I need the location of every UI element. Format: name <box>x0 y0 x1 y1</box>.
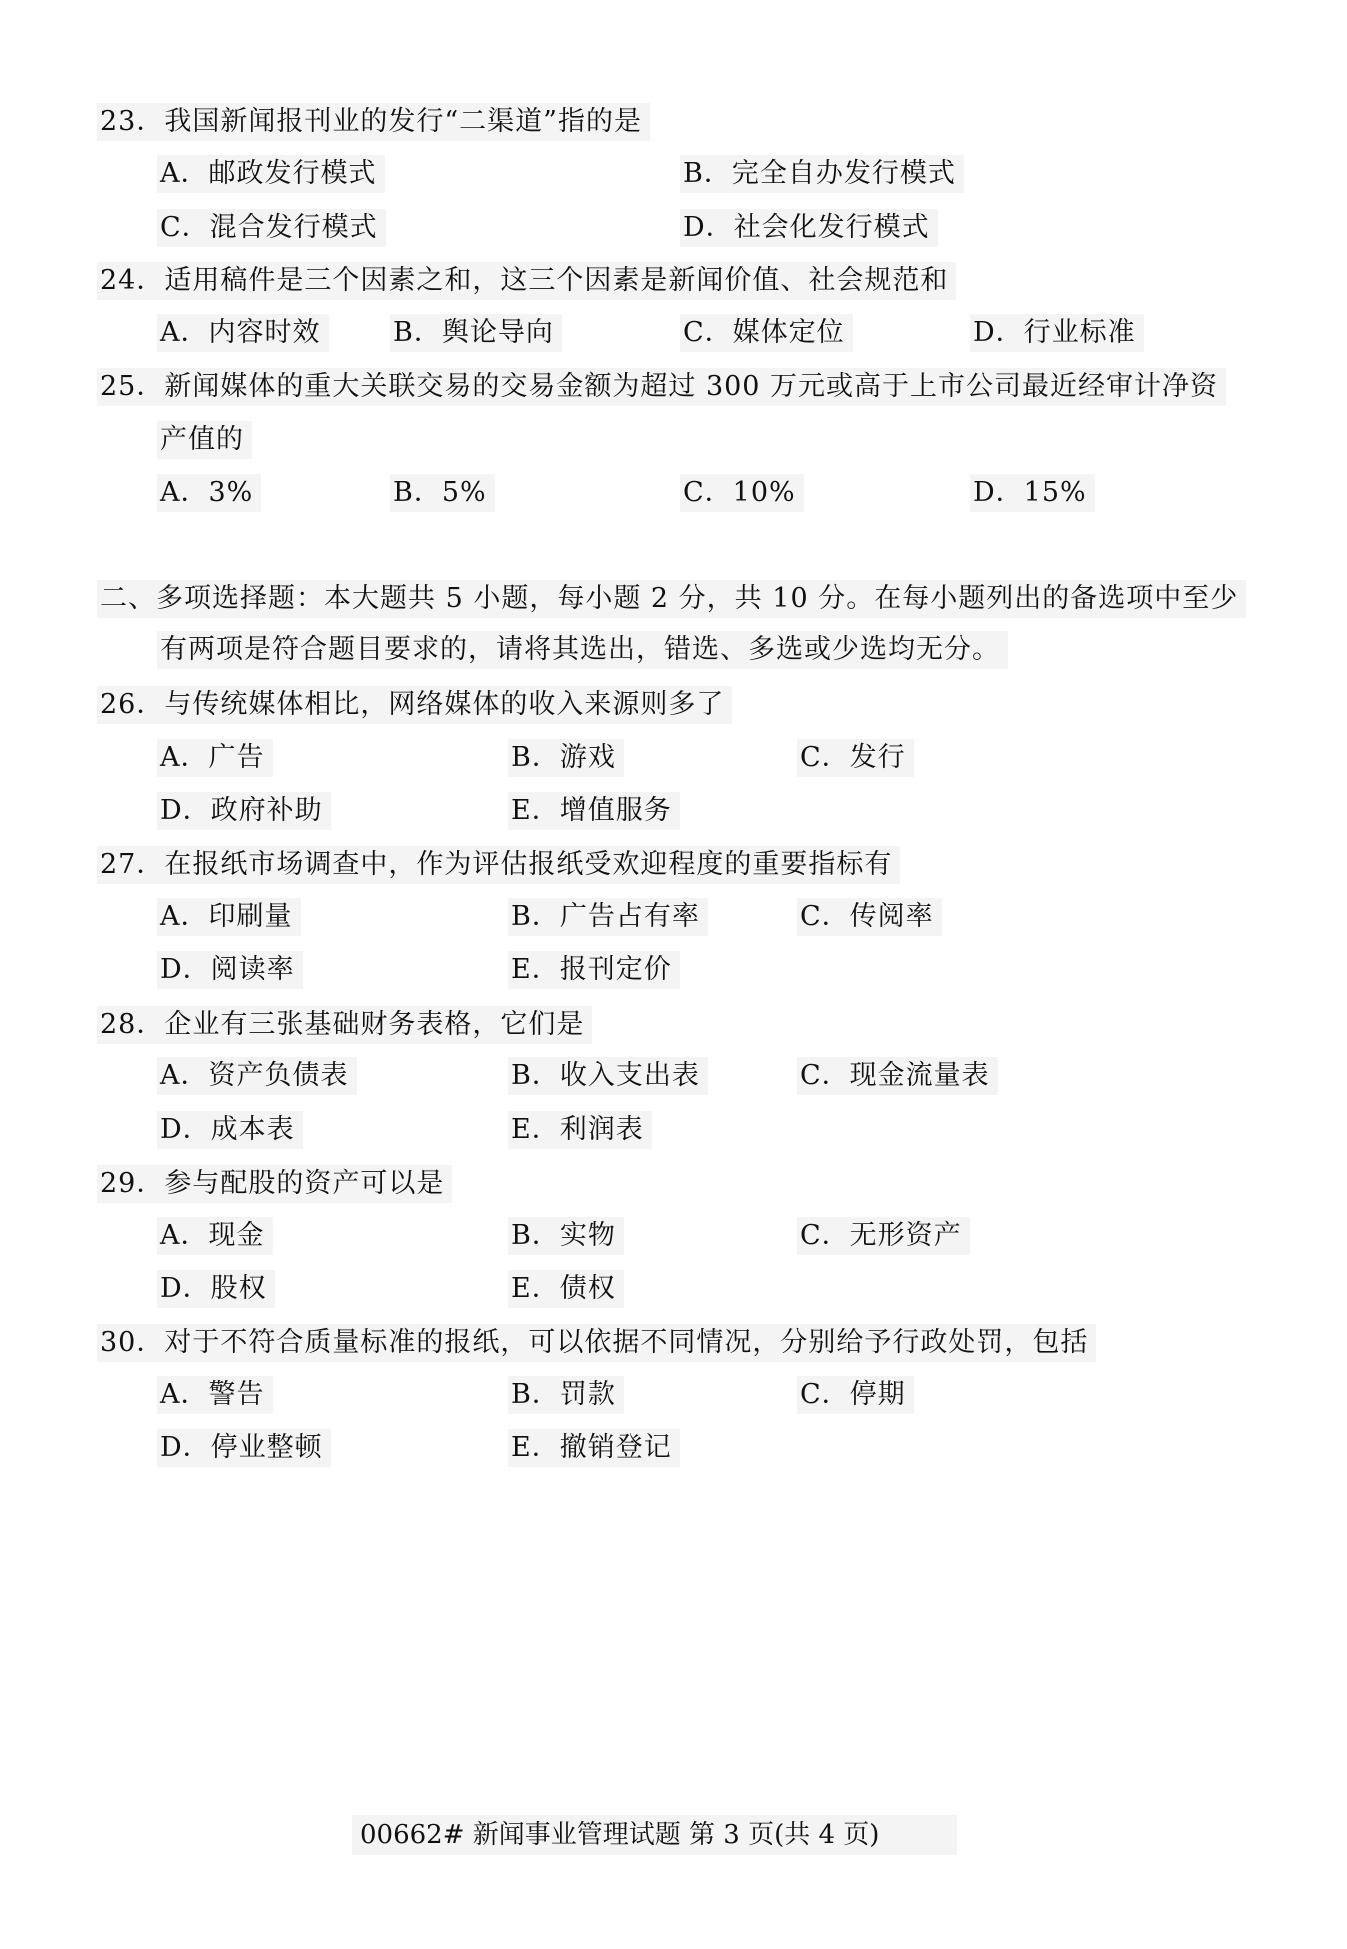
question-26-option-a: A．广告 <box>157 739 273 777</box>
question-23-option-b: B．完全自办发行模式 <box>680 155 964 193</box>
question-23-option-d: D．社会化发行模式 <box>680 209 938 247</box>
question-24-option-d: D．行业标准 <box>970 314 1144 352</box>
question-28-option-c: C．现金流量表 <box>797 1057 998 1095</box>
question-23-option-c: C．混合发行模式 <box>157 209 386 247</box>
section-2-heading-line-2: 有两项是符合题目要求的，请将其选出，错选、多选或少选均无分。 <box>157 631 1008 669</box>
question-28-option-d: D．成本表 <box>157 1111 303 1149</box>
question-28-option-a: A．资产负债表 <box>157 1057 357 1095</box>
question-30-option-d: D．停业整顿 <box>157 1429 331 1467</box>
question-29-stem: 29．参与配股的资产可以是 <box>97 1165 452 1203</box>
question-29-option-d: D．股权 <box>157 1270 275 1308</box>
question-27-option-d: D．阅读率 <box>157 951 303 989</box>
question-27-stem: 27．在报纸市场调查中，作为评估报纸受欢迎程度的重要指标有 <box>97 846 900 884</box>
question-30-option-a: A．警告 <box>157 1376 273 1414</box>
page-footer: 00662# 新闻事业管理试题 第 3 页(共 4 页) <box>352 1815 957 1855</box>
question-28-option-e: E．利润表 <box>508 1111 652 1149</box>
question-24-option-a: A．内容时效 <box>157 314 329 352</box>
question-25-option-a: A．3% <box>157 474 261 512</box>
section-2-heading-line-1: 二、多项选择题：本大题共 5 小题，每小题 2 分，共 10 分。在每小题列出的备选项中至少 <box>97 580 1246 618</box>
question-27-option-e: E．报刊定价 <box>508 951 680 989</box>
question-30-option-c: C．停期 <box>797 1376 914 1414</box>
question-25-option-d: D．15% <box>970 474 1095 512</box>
question-26-option-e: E．增值服务 <box>508 792 680 830</box>
question-26-option-d: D．政府补助 <box>157 792 331 830</box>
question-28-option-b: B．收入支出表 <box>508 1057 708 1095</box>
question-26-option-c: C．发行 <box>797 739 914 777</box>
question-29-option-a: A．现金 <box>157 1217 273 1255</box>
question-25-stem-line-1: 25．新闻媒体的重大关联交易的交易金额为超过 300 万元或高于上市公司最近经审计净资 <box>97 368 1226 406</box>
question-26-stem: 26．与传统媒体相比，网络媒体的收入来源则多了 <box>97 686 732 724</box>
question-26-option-b: B．游戏 <box>508 739 624 777</box>
question-27-option-c: C．传阅率 <box>797 898 942 936</box>
question-29-option-c: C．无形资产 <box>797 1217 970 1255</box>
question-29-option-b: B．实物 <box>508 1217 624 1255</box>
question-24-option-b: B．舆论导向 <box>390 314 562 352</box>
question-23-stem: 23．我国新闻报刊业的发行“二渠道”指的是 <box>97 103 650 141</box>
question-25-option-b: B．5% <box>390 474 495 512</box>
question-24-option-c: C．媒体定位 <box>680 314 853 352</box>
question-27-option-b: B．广告占有率 <box>508 898 708 936</box>
question-23-option-a: A．邮政发行模式 <box>157 155 385 193</box>
question-25-option-c: C．10% <box>680 474 804 512</box>
question-28-stem: 28．企业有三张基础财务表格，它们是 <box>97 1006 592 1044</box>
question-30-option-e: E．撤销登记 <box>508 1429 680 1467</box>
question-25-stem-line-2: 产值的 <box>157 421 252 459</box>
question-30-option-b: B．罚款 <box>508 1376 624 1414</box>
question-30-stem: 30．对于不符合质量标准的报纸，可以依据不同情况，分别给予行政处罚，包括 <box>97 1324 1096 1362</box>
question-24-stem: 24．适用稿件是三个因素之和，这三个因素是新闻价值、社会规范和 <box>97 262 956 300</box>
question-29-option-e: E．债权 <box>508 1270 624 1308</box>
question-27-option-a: A．印刷量 <box>157 898 301 936</box>
